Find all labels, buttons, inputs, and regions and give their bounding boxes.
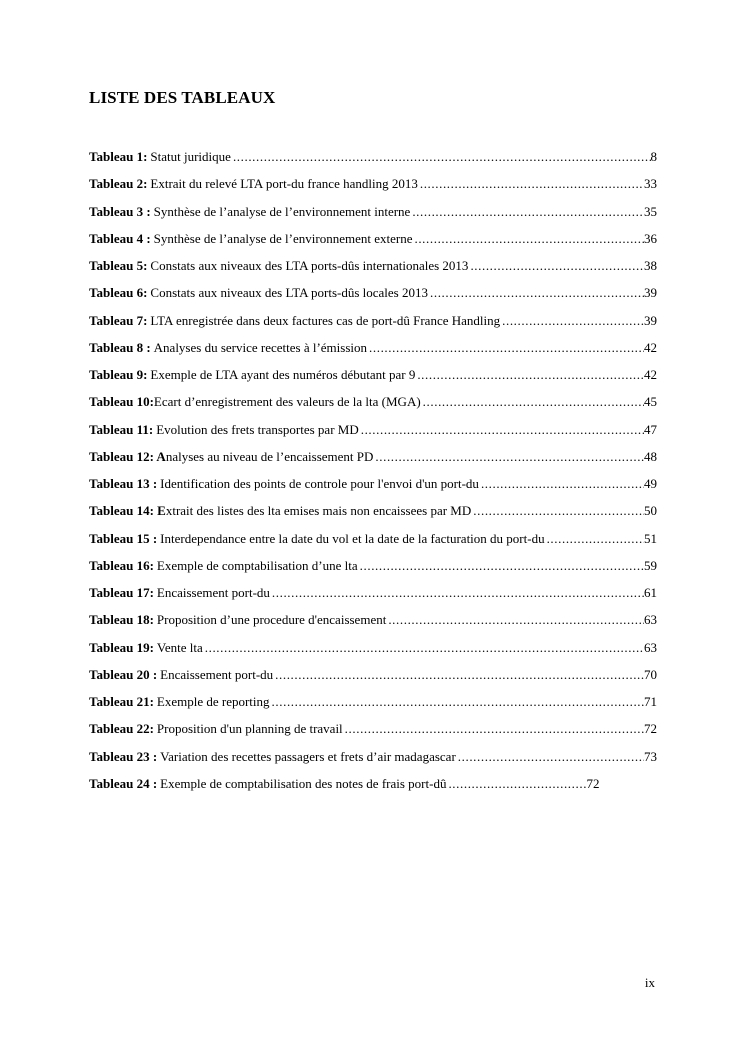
toc-entry-label: Tableau 16: <box>89 557 154 573</box>
toc-entry-page: 61 <box>644 585 657 600</box>
toc-entry-label: Tableau 20 : <box>89 666 158 682</box>
toc-entry-label: Tableau 1: <box>89 149 148 164</box>
toc-entry-title: Exemple de LTA ayant des numéros débutant par 9 <box>150 367 416 382</box>
toc-entry-page: 71 <box>644 694 657 709</box>
toc-entry[interactable] <box>89 175 657 202</box>
toc-entry-title: Vente lta <box>156 639 203 655</box>
toc-entry-title: Statut juridique <box>150 149 231 164</box>
toc-entry-page: 50 <box>644 503 657 519</box>
toc-entry[interactable] <box>89 775 657 802</box>
toc-entry-label: Tableau 8 : <box>89 339 151 355</box>
toc-entry-page: 33 <box>644 176 657 192</box>
toc-entry-label: Tableau 22: <box>89 721 154 737</box>
dot-leader <box>415 366 644 384</box>
toc-entry-page: 70 <box>644 666 657 682</box>
toc-entry-title: nalyses au niveau de l’encaissement PD <box>165 448 374 464</box>
toc-entry[interactable] <box>89 475 657 502</box>
dot-leader <box>359 421 644 439</box>
table-of-tables <box>89 148 657 802</box>
toc-entry-page: 51 <box>644 530 657 546</box>
page-title: LISTE DES TABLEAUX <box>89 88 276 107</box>
toc-entry-page: 39 <box>644 312 657 328</box>
dot-leader <box>386 611 644 629</box>
toc-entry-page: 8 <box>650 149 657 164</box>
toc-entry-title: Proposition d’une procedure d'encaissement <box>156 612 387 628</box>
toc-entry-label: Tableau 7: <box>89 312 148 328</box>
toc-entry-title: Proposition d'un planning de travail <box>156 721 343 737</box>
dot-leader <box>418 175 644 193</box>
dot-leader <box>479 475 644 493</box>
toc-entry-page: 63 <box>644 639 657 655</box>
dot-leader <box>343 720 644 738</box>
toc-entry-title: Interdependance entre la date du vol et la date de la facturation du port-du <box>160 530 545 546</box>
toc-entry[interactable] <box>89 448 657 475</box>
toc-entry-label: Tableau 18: <box>89 612 154 628</box>
toc-entry-label: Tableau 14: E <box>89 503 166 519</box>
toc-entry-page: 49 <box>644 476 657 491</box>
toc-entry-title: Exemple de reporting <box>156 694 270 709</box>
dot-leader <box>428 284 644 302</box>
toc-entry[interactable] <box>89 502 657 529</box>
toc-entry-label: Tableau 19: <box>89 639 154 655</box>
toc-entry-label: Tableau 12: A <box>89 448 166 464</box>
toc-entry-page: 45 <box>644 394 657 410</box>
toc-entry-page: 47 <box>644 421 657 437</box>
toc-entry-page: 73 <box>644 748 657 764</box>
toc-entry-title: Extrait du relevé LTA port-du france handling 2013 <box>150 176 418 192</box>
dot-leader <box>471 502 644 520</box>
dot-leader <box>270 584 644 602</box>
toc-entry[interactable] <box>89 557 657 584</box>
toc-entry-title: Ecart d’enregistrement des valeurs de la lta (MGA) <box>153 394 421 410</box>
toc-entry[interactable] <box>89 639 657 666</box>
toc-entry-page: 72 <box>586 775 600 791</box>
page-number: ix <box>644 975 655 990</box>
dot-leader <box>456 748 644 766</box>
toc-entry-page: 63 <box>644 612 657 628</box>
dot-leader <box>500 312 644 330</box>
toc-entry-label: Tableau 2: <box>89 176 148 192</box>
toc-entry-title: Constats aux niveaux des LTA ports-dûs internationales 2013 <box>150 258 469 273</box>
dot-leader <box>545 530 644 548</box>
toc-entry-page: 39 <box>644 285 657 301</box>
toc-entry[interactable] <box>89 693 657 720</box>
toc-entry-page: 59 <box>644 557 657 573</box>
dot-leader <box>373 448 644 466</box>
toc-entry-page: 42 <box>644 339 657 355</box>
toc-entry-page: 72 <box>644 721 657 737</box>
toc-entry-page: 42 <box>644 367 657 382</box>
toc-entry-title: Encaissement port-du <box>160 666 274 682</box>
toc-entry-title: LTA enregistrée dans deux factures cas de port-dû France Handling <box>150 312 501 328</box>
dot-leader <box>358 557 644 575</box>
toc-entry-label: Tableau 24 : <box>89 775 158 791</box>
dot-leader <box>231 148 651 166</box>
dot-leader <box>270 693 644 711</box>
toc-entry[interactable] <box>89 312 657 339</box>
toc-entry[interactable] <box>89 366 657 393</box>
toc-entry-page: 36 <box>644 230 657 246</box>
toc-entry-title: Exemple de comptabilisation des notes de frais port-dû <box>160 775 447 791</box>
toc-entry[interactable] <box>89 339 657 366</box>
dot-leader <box>367 339 644 357</box>
toc-entry-title: Identification des points de controle pour l'envoi d'un port-du <box>160 476 479 491</box>
toc-entry[interactable] <box>89 666 657 693</box>
toc-entry-page: 38 <box>644 258 657 273</box>
toc-entry[interactable] <box>89 203 657 230</box>
toc-entry[interactable] <box>89 584 657 611</box>
toc-entry[interactable] <box>89 421 657 448</box>
toc-entry-label: Tableau 6: <box>89 285 148 301</box>
toc-entry-title: Synthèse de l’analyse de l’environnement externe <box>153 230 413 246</box>
toc-entry[interactable] <box>89 530 657 557</box>
toc-entry[interactable] <box>89 148 657 175</box>
toc-entry-label: Tableau 5: <box>89 258 148 273</box>
toc-entry-title: Variation des recettes passagers et frets d’air madagascar <box>160 748 456 764</box>
toc-entry-title: Synthèse de l’analyse de l’environnement interne <box>153 203 411 219</box>
toc-entry[interactable] <box>89 720 657 747</box>
dot-leader <box>446 775 586 793</box>
dot-leader <box>273 666 644 684</box>
toc-entry-label: Tableau 15 : <box>89 530 158 546</box>
toc-entry[interactable] <box>89 230 657 257</box>
dot-leader <box>421 393 644 411</box>
toc-entry-label: Tableau 11: <box>89 421 154 437</box>
toc-entry-title: Exemple de comptabilisation d’une lta <box>156 557 358 573</box>
dot-leader <box>468 257 644 275</box>
toc-entry[interactable] <box>89 393 657 420</box>
toc-entry-label: Tableau 10: <box>89 394 154 410</box>
toc-entry[interactable] <box>89 257 657 284</box>
toc-entry-label: Tableau 13 : <box>89 476 158 491</box>
toc-entry-page: 48 <box>644 448 657 464</box>
toc-entry-label: Tableau 4 : <box>89 230 151 246</box>
toc-entry-title: Constats aux niveaux des LTA ports-dûs locales 2013 <box>150 285 428 301</box>
toc-entry[interactable] <box>89 611 657 638</box>
toc-entry-label: Tableau 17: <box>89 585 154 600</box>
toc-entry-label: Tableau 23 : <box>89 748 158 764</box>
toc-entry-title: Evolution des frets transportes par MD <box>156 421 359 437</box>
toc-entry-title: Analyses du service recettes à l’émission <box>153 339 368 355</box>
toc-entry-title: Encaissement port-du <box>156 585 270 600</box>
toc-entry[interactable] <box>89 284 657 311</box>
dot-leader <box>412 230 644 248</box>
toc-entry-label: Tableau 3 : <box>89 203 151 219</box>
dot-leader <box>410 203 644 221</box>
toc-entry-title: xtrait des listes des lta emises mais non encaissees par MD <box>165 503 472 519</box>
toc-entry-label: Tableau 9: <box>89 367 148 382</box>
toc-entry-page: 35 <box>644 203 657 219</box>
toc-entry-label: Tableau 21: <box>89 694 154 709</box>
toc-entry[interactable] <box>89 748 657 775</box>
dot-leader <box>203 639 644 657</box>
